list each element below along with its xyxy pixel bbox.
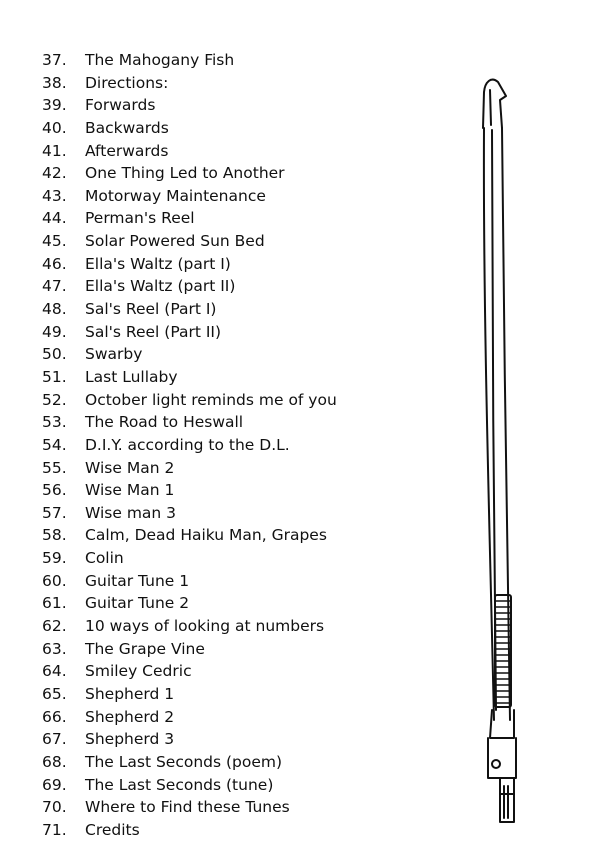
toc-entry [42,683,337,706]
toc-entry-number: 67. [42,730,67,749]
toc-entry-title: Calm, Dead Haiku Man, Grapes [85,526,327,545]
toc-entry-title: Last Lullaby [85,367,178,386]
toc-entry-number: 37. [42,51,67,69]
toc-entry [42,366,337,389]
toc-entry-number: 55. [42,458,67,477]
toc-entry [42,774,337,797]
toc-entry-title: Shepherd 3 [85,730,175,749]
toc-entry-title: The Grape Vine [85,639,205,658]
toc-entry [42,230,337,253]
toc-entry [42,94,337,117]
toc-entry [42,660,337,683]
toc-entry [42,162,337,185]
toc-entry [42,207,337,230]
toc-entry-number: 65. [42,684,67,703]
toc-entry-title: Smiley Cedric [85,662,192,681]
toc-entry-title: Motorway Maintenance [85,186,266,205]
toc-entry-title: Where to Find these Tunes [85,798,290,817]
toc-entry [42,140,337,163]
toc-entry-number: 64. [42,662,67,681]
toc-entry-number: 53. [42,413,67,432]
toc-entry [42,457,337,480]
toc-entry [42,570,337,593]
toc-entry-number: 40. [42,118,67,137]
toc-entry-number: 38. [42,73,67,92]
violin-bow-icon [470,70,540,840]
toc-entry [42,751,337,774]
table-of-contents [42,49,337,841]
toc-entry-title: The Road to Heswall [85,413,244,432]
toc-entry [42,706,337,729]
toc-entry-number: 50. [42,345,67,364]
toc-entry-number: 44. [42,209,67,228]
toc-entry-number: 47. [42,277,67,296]
toc-entry-number: 68. [42,752,67,771]
toc-entry-title: Ella's Waltz (part I) [85,254,231,273]
toc-entry [42,796,337,819]
toc-entry-title: October light reminds me of you [85,390,337,409]
toc-entry [42,434,337,457]
toc-entry [42,479,337,502]
toc-entry-title: Wise Man 1 [85,481,175,500]
toc-entry-number: 61. [42,594,67,613]
toc-entry [42,728,337,751]
toc-entry-number: 45. [42,232,67,251]
toc-entry-title: Swarby [85,345,143,364]
toc-entry [42,411,337,434]
toc-entry-title: Guitar Tune 2 [85,594,190,613]
toc-entry-number: 71. [42,820,67,839]
toc-entry [42,547,337,570]
toc-entry [42,592,337,615]
toc-entry-title: Shepherd 1 [85,684,175,703]
toc-entry-title: Colin [85,549,124,568]
toc-entry [42,275,337,298]
toc-entry [42,638,337,661]
toc-entry-number: 62. [42,617,67,636]
toc-entry-number: 42. [42,164,67,183]
toc-entry-number: 46. [42,254,67,273]
toc-entry-title: The Mahogany Fish [85,51,235,69]
toc-entry-title: Perman's Reel [85,209,195,228]
toc-entry-number: 63. [42,639,67,658]
toc-entry-number: 66. [42,707,67,726]
toc-entry-title: Directions: [85,73,169,92]
toc-entry-title: Sal's Reel (Part I) [85,300,217,319]
toc-entry-title: Backwards [85,118,169,137]
toc-entry-title: Guitar Tune 1 [85,571,190,590]
toc-entry [42,615,337,638]
toc-entry-number: 69. [42,775,67,794]
toc-entry [42,185,337,208]
toc-entry-number: 58. [42,526,67,545]
toc-entry-title: The Last Seconds (tune) [85,775,274,794]
toc-entry-number: 52. [42,390,67,409]
toc-entry [42,524,337,547]
toc-entry-number: 39. [42,96,67,115]
toc-entry-title: Wise Man 2 [85,458,175,477]
toc-entry-title: Shepherd 2 [85,707,175,726]
toc-entry [42,321,337,344]
toc-entry-title: Solar Powered Sun Bed [85,232,265,251]
toc-entry-number: 70. [42,798,67,817]
toc-entry-number: 57. [42,503,67,522]
toc-entry-title: One Thing Led to Another [85,164,285,183]
toc-entry [42,253,337,276]
toc-entry [42,819,337,842]
toc-entry [42,72,337,95]
toc-entry-title: D.I.Y. according to the D.L. [85,435,290,454]
toc-entry-number: 51. [42,367,67,386]
toc-entry-number: 56. [42,481,67,500]
toc-entry-title: Ella's Waltz (part II) [85,277,236,296]
toc-entry-number: 60. [42,571,67,590]
toc-entry [42,389,337,412]
toc-entry-title: Afterwards [85,141,169,160]
toc-entry-title: Wise man 3 [85,503,177,522]
toc-entry [42,117,337,140]
toc-entry-title: 10 ways of looking at numbers [85,617,325,636]
toc-entry [42,502,337,525]
toc-entry-number: 54. [42,435,67,454]
toc-entry [42,298,337,321]
toc-entry-title: Credits [85,820,140,839]
toc-entry-title: The Last Seconds (poem) [85,752,283,771]
toc-entry-title: Forwards [85,96,156,115]
toc-entry [42,343,337,366]
toc-entry-number: 41. [42,141,67,160]
toc-entry-number: 48. [42,300,67,319]
toc-entry-number: 49. [42,322,67,341]
toc-entry [42,49,337,72]
toc-entry-title: Sal's Reel (Part II) [85,322,222,341]
toc-entry-number: 59. [42,549,67,568]
toc-entry-number: 43. [42,186,67,205]
